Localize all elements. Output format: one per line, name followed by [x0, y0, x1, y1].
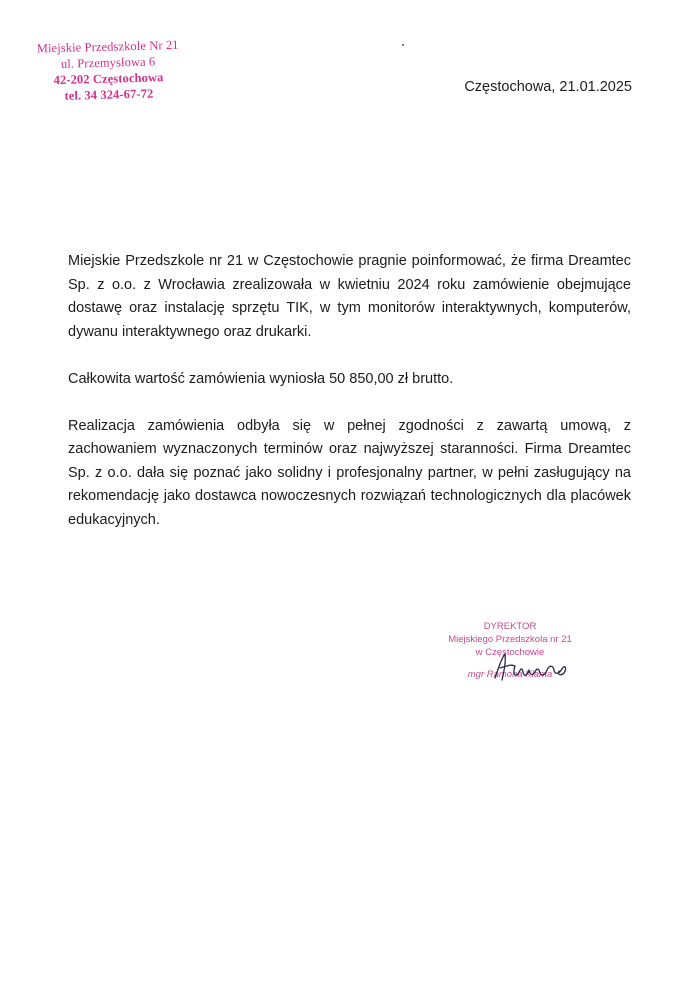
paragraph-recommendation: Realizacja zamówienia odbyła się w pełnej zgodności z zawartą umową, z zachowaniem wyznaczonych terminów oraz najwyższej staranności. Firma Dreamtec Sp. z o.o. dała się poznać jako solidny i profesjonalny partner, w pełni zasługujący na rekomendację jako dostawca nowoczesnych rozwiązań technologicznych dla placówek edukacyjnych.: [68, 417, 631, 528]
date-line: Częstochowa, 21.01.2025: [464, 79, 632, 95]
director-institution: Miejskiego Przedszkola nr 21: [448, 634, 572, 645]
director-name: mgr Ramona Klama: [467, 669, 553, 680]
stamp-street: ul. Przemysłowa 6: [60, 54, 156, 71]
school-address-stamp: [20, 36, 197, 105]
handwritten-signature-icon: [487, 648, 577, 688]
stamp-school-name: Miejskie Przedszkole Nr 21: [36, 37, 179, 56]
paragraph-value: Całkowita wartość zamówienia wyniosła 50 850,00 zł brutto.: [68, 370, 454, 387]
letter-body: [68, 250, 631, 532]
director-city: w Częstochowie: [475, 647, 545, 658]
stamp-phone: tel. 34 324-67-72: [64, 86, 154, 103]
scan-speck: [402, 44, 404, 46]
stamp-city: 42-202 Częstochowa: [53, 70, 164, 88]
director-title: DYREKTOR: [483, 621, 537, 632]
paragraph-intro: Miejskie Przedszkole nr 21 w Częstochowie pragnie poinformować, że firma Dreamtec Sp. z o.o. z Wrocławia zrealizowała w kwietniu 2024 roku zamówienie obejmujące dostawę oraz instalację sprzętu TIK, w tym monitorów interaktywnych, komputerów, dywanu interaktywnego oraz drukarki.: [68, 253, 631, 340]
